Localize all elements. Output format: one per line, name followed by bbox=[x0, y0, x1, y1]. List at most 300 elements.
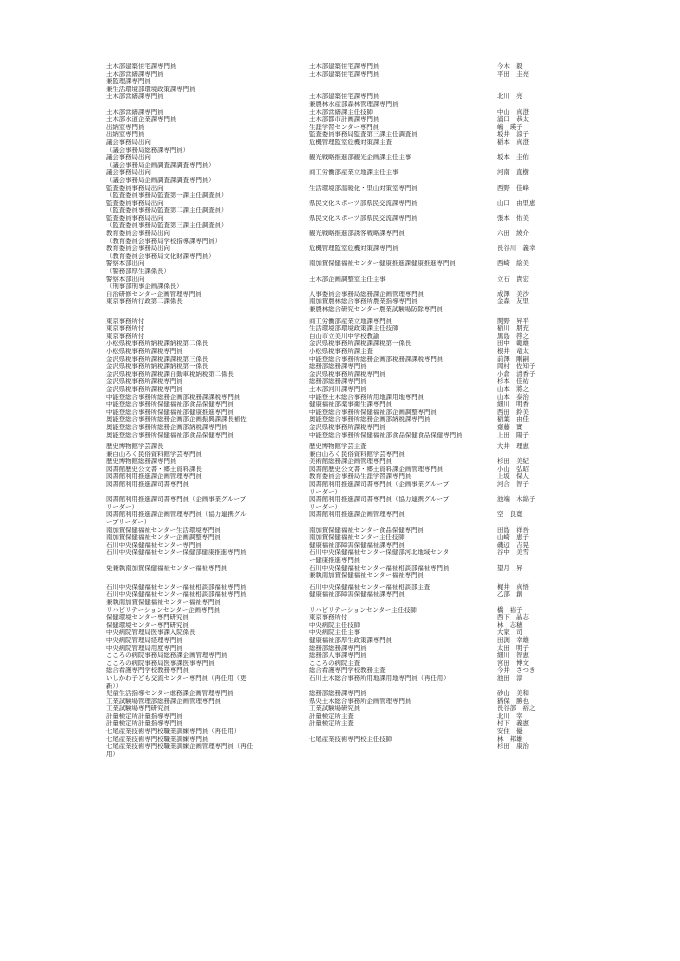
previous-position-line: 出納室専門員 bbox=[106, 131, 145, 139]
previous-position bbox=[106, 131, 309, 139]
previous-position-line: 自治研修センター企画管理専門員 bbox=[106, 290, 202, 298]
previous-position-line: 議会事務局出向 bbox=[106, 169, 151, 177]
new-position-line: 健康福祉部障害保健福祉課専門員 bbox=[309, 541, 405, 549]
previous-position bbox=[106, 728, 309, 736]
new-position bbox=[309, 698, 497, 706]
transfer-row bbox=[106, 401, 548, 409]
new-position-line: 南加賀農林総合事務所農業指導専門員 bbox=[309, 298, 418, 306]
previous-position bbox=[106, 614, 309, 622]
new-position-line: 県民文化スポーツ部県民交流課専門員 bbox=[309, 214, 418, 222]
transfer-row bbox=[106, 705, 548, 713]
new-position-line: 石川土木総合事務所用地課用地専門員（再任用） bbox=[309, 674, 450, 682]
previous-position-line: 土木部建築住宅課専門員 bbox=[106, 63, 177, 70]
transfer-row bbox=[106, 591, 548, 606]
previous-position bbox=[106, 675, 309, 690]
previous-position-line: 工業試験場専門研究員 bbox=[106, 705, 170, 713]
new-position bbox=[309, 660, 497, 668]
previous-position-line: 議会事務局出向 bbox=[106, 138, 151, 146]
previous-position bbox=[106, 698, 309, 706]
previous-position-line: 奥能登総合事務所総務企画部納税課専門員 bbox=[106, 423, 228, 431]
person-name: 林 志穂 bbox=[497, 620, 523, 629]
transfer-row bbox=[106, 443, 548, 458]
person-name: 砂山 美和 bbox=[497, 689, 529, 698]
transfer-row bbox=[106, 660, 548, 668]
previous-position bbox=[106, 720, 309, 728]
new-position-line: 土木部都市計画課専門員 bbox=[309, 116, 380, 124]
previous-position-line: 教育委員会事務局出向 bbox=[106, 245, 170, 253]
previous-position bbox=[106, 637, 309, 645]
new-position bbox=[309, 622, 497, 630]
new-position-line: リハビリテーションセンター主任技師 bbox=[309, 606, 417, 614]
new-position-line: 歴史博物館学芸主査 bbox=[309, 443, 367, 451]
previous-position-line: 歴史博物館総務課専門員 bbox=[106, 458, 177, 466]
previous-position-line: 石川中央保健福祉センター専門員 bbox=[106, 541, 202, 549]
transfer-row bbox=[106, 394, 548, 402]
transfer-row bbox=[106, 720, 548, 728]
previous-position-line: リハビリテーションセンター企画専門員 bbox=[106, 606, 221, 614]
previous-position-line: 中能登総合事務所保健福祉部食品保健専門員 bbox=[106, 401, 234, 409]
transfer-row bbox=[106, 713, 548, 721]
person-name: 前澤 剛嗣 bbox=[497, 354, 529, 363]
transfer-row bbox=[106, 549, 548, 564]
previous-position-line: 七尾産業技術専門校職業訓練専門員（再任用） bbox=[106, 728, 241, 736]
new-position bbox=[309, 185, 497, 193]
person-name: 西野 佳峰 bbox=[497, 183, 529, 192]
transfer-row bbox=[106, 675, 548, 690]
person-name: 坂本 圭佑 bbox=[497, 153, 529, 162]
transfer-row bbox=[106, 473, 548, 481]
new-position bbox=[309, 534, 497, 542]
person-name: 河南 直樹 bbox=[497, 168, 529, 177]
person-name: 太田 明子 bbox=[497, 643, 529, 652]
transfer-row bbox=[106, 458, 548, 466]
new-position-line: 商工労働部産業立地課主任主事 bbox=[309, 169, 399, 177]
transfer-row bbox=[106, 63, 548, 71]
new-position-line: 図書館利用推進課企画管理専門員 bbox=[309, 511, 405, 519]
transfer-row bbox=[106, 291, 548, 299]
new-position bbox=[309, 416, 497, 424]
person-name: 細川 智恵 bbox=[497, 651, 529, 660]
previous-position-line: 図書館歴史公文書・郷土資料課長 bbox=[106, 465, 202, 473]
person-name: 大家 司 bbox=[497, 628, 523, 637]
previous-position-line: （刑事部刑事企画課係長） bbox=[106, 283, 183, 291]
person-name: 立石 貴宏 bbox=[497, 274, 529, 283]
transfer-row bbox=[106, 667, 548, 675]
person-name: 小山 弘昭 bbox=[497, 464, 529, 473]
new-position bbox=[309, 466, 497, 474]
person-name: 根井 竜太 bbox=[497, 346, 529, 355]
previous-position-line: 土木部営繕課専門員 bbox=[106, 93, 164, 101]
previous-position bbox=[106, 318, 309, 326]
person-name: 岡村 佐知子 bbox=[497, 362, 536, 371]
previous-position-line: （教育委員会事務局文化財課専門員） bbox=[106, 252, 215, 260]
new-position-line: 中能登総合事務所保健福祉部企画調整専門員 bbox=[309, 408, 437, 416]
previous-position bbox=[106, 200, 309, 215]
new-position bbox=[309, 443, 497, 458]
new-position-line: 南加賀保健福祉センター主任技師 bbox=[309, 534, 405, 542]
previous-position bbox=[106, 667, 309, 675]
previous-position bbox=[106, 109, 309, 117]
previous-position-line: 警察本部出向 bbox=[106, 275, 145, 283]
person-name: 細川 明香 bbox=[497, 400, 529, 409]
previous-position-line: 金沢県税事務所課税課自動車税納税第二係長 bbox=[106, 370, 234, 378]
previous-position-line: 中央病院管理局医事課入院係長 bbox=[106, 629, 196, 637]
transfer-row bbox=[106, 200, 548, 215]
transfer-row bbox=[106, 432, 548, 440]
person-name: 谷中 美雪 bbox=[497, 548, 529, 557]
previous-position-line: （議会事務局企画調査課調査専門員） bbox=[106, 176, 215, 184]
transfer-row bbox=[106, 728, 548, 736]
person-name: 杉本 佳祐 bbox=[497, 377, 529, 386]
previous-position bbox=[106, 378, 309, 386]
transfer-row bbox=[106, 154, 548, 169]
new-position bbox=[309, 325, 497, 333]
transfer-row bbox=[106, 584, 548, 592]
previous-position bbox=[106, 363, 309, 371]
new-position-line: 人事委員会事務局総務課企画管理専門員 bbox=[309, 290, 425, 298]
new-position bbox=[309, 348, 497, 356]
person-name: 宮田 博文 bbox=[497, 658, 529, 667]
previous-position bbox=[106, 458, 309, 466]
new-position bbox=[309, 591, 497, 599]
previous-position-line: 中央病院管理局用度専門員 bbox=[106, 644, 183, 652]
previous-position-line: ープリーダー） bbox=[106, 519, 151, 527]
new-position-line: 兼白山ろく民俗資料館学芸専門員 bbox=[309, 450, 405, 458]
new-position bbox=[309, 409, 497, 417]
previous-position-line: 計量検定所計量指導専門員 bbox=[106, 720, 183, 728]
previous-position-line: 図書館利用推進課企画管理専門員 bbox=[106, 473, 202, 481]
new-position bbox=[309, 394, 497, 402]
new-position-line: リーダー） bbox=[309, 503, 341, 511]
previous-position-line: 金沢県税事務所納税課納税第一係長 bbox=[106, 363, 209, 371]
new-position-line: 土木部河川課専門員 bbox=[309, 385, 367, 393]
new-position bbox=[309, 333, 497, 341]
new-position-line: 金沢県税事務所課税課課税第一係長 bbox=[309, 340, 412, 348]
transfer-row bbox=[106, 743, 548, 758]
previous-position-line: 中能登総合事務所保健福祉部健康推進専門員 bbox=[106, 408, 234, 416]
transfer-row bbox=[106, 416, 548, 424]
new-position bbox=[309, 169, 497, 177]
previous-position-line: （議会事務局企画調査課調査専門員） bbox=[106, 161, 215, 169]
new-position bbox=[309, 424, 497, 432]
previous-position-line: （警務部厚生課係長） bbox=[106, 268, 170, 276]
previous-position bbox=[106, 245, 309, 260]
transfer-row bbox=[106, 78, 548, 93]
new-position bbox=[309, 527, 497, 535]
new-position-line: 健康福祉部厚生政策課専門員 bbox=[309, 636, 393, 644]
previous-position-line: 警察本部出向 bbox=[106, 260, 145, 268]
transfer-row bbox=[106, 736, 548, 744]
new-position-line: 兼農林総合研究センター農業試験場防除専門員 bbox=[309, 306, 443, 313]
previous-position-line: 東京事務所行政第二課係長 bbox=[106, 298, 183, 306]
previous-position-line: 新）） bbox=[106, 682, 122, 690]
previous-position bbox=[106, 340, 309, 348]
new-position bbox=[309, 637, 497, 645]
new-position bbox=[309, 371, 497, 379]
new-position-line: 図書館歴史公文書・郷土資料課企画管理専門員 bbox=[309, 465, 444, 473]
previous-position bbox=[106, 371, 309, 379]
new-position bbox=[309, 713, 497, 721]
new-position-line: 兼農林水産部森林管理課専門員 bbox=[309, 100, 399, 108]
transfer-row bbox=[106, 215, 548, 230]
previous-position-line: 兼監理課専門員 bbox=[106, 78, 151, 86]
transfer-row bbox=[106, 645, 548, 653]
person-name: 稲本 真澄 bbox=[497, 137, 529, 146]
transfer-row bbox=[106, 116, 548, 124]
new-position-line: 中能登土木総合事務所用地課用地専門員 bbox=[309, 393, 425, 401]
transfer-row bbox=[106, 690, 548, 698]
previous-position bbox=[106, 660, 309, 668]
previous-position-line: （教育委員会事務局学校指導課専門員） bbox=[106, 237, 222, 245]
new-position bbox=[309, 473, 497, 481]
new-position bbox=[309, 458, 497, 466]
previous-position-line: 兼執南加賀保健福祉センター福祉専門員 bbox=[106, 598, 221, 606]
transfer-row bbox=[106, 565, 548, 580]
person-name: 山口 由里恵 bbox=[497, 198, 536, 207]
previous-position bbox=[106, 565, 309, 573]
new-position bbox=[309, 690, 497, 698]
previous-position bbox=[106, 386, 309, 394]
new-position bbox=[309, 139, 497, 147]
new-position-line: 監査委員事務局監査第三課主任調査員 bbox=[309, 131, 418, 139]
transfer-row bbox=[106, 622, 548, 630]
transfer-row bbox=[106, 71, 548, 79]
transfer-row bbox=[106, 340, 548, 348]
new-position bbox=[309, 607, 497, 615]
previous-position-line: いしかわ子ども交流センター専門員（再任用（更 bbox=[106, 674, 247, 682]
transfer-row bbox=[106, 318, 548, 326]
new-position bbox=[309, 131, 497, 139]
new-position bbox=[309, 629, 497, 637]
previous-position-line: 監査委員事務局出向 bbox=[106, 214, 164, 222]
previous-position bbox=[106, 215, 309, 230]
previous-position-line: 小松県税事務所納税課納税第二係長 bbox=[106, 340, 209, 348]
person-name: 上田 陽子 bbox=[497, 430, 529, 439]
previous-position bbox=[106, 298, 309, 306]
new-position bbox=[309, 276, 497, 284]
person-name: 成澤 美沙 bbox=[497, 289, 529, 298]
new-position bbox=[309, 675, 497, 683]
new-position bbox=[309, 401, 497, 409]
transfer-row bbox=[106, 698, 548, 706]
transfer-row bbox=[106, 131, 548, 139]
previous-position bbox=[106, 591, 309, 606]
previous-position bbox=[106, 736, 309, 744]
new-position bbox=[309, 432, 497, 440]
new-position bbox=[309, 109, 497, 117]
previous-position-line: リーダー） bbox=[106, 503, 138, 511]
previous-position-line: 免兼執南加賀保健福祉センター福祉専門員 bbox=[106, 564, 228, 572]
new-position-line: こころの病院主査 bbox=[309, 659, 361, 667]
new-position-line: 計量検定所主査 bbox=[309, 720, 354, 728]
previous-position-line: 兼白山ろく民俗資料館学芸専門員 bbox=[106, 450, 202, 458]
new-position-line: 総務部総務課専門員 bbox=[309, 644, 367, 652]
previous-position bbox=[106, 394, 309, 402]
previous-position bbox=[106, 511, 309, 526]
previous-position bbox=[106, 549, 309, 557]
new-position-line: 石川中央保健福祉センター福祉相談部福祉専門員 bbox=[309, 564, 450, 572]
new-position-line: 石川中央保健福祉センター保健部河北地域センタ bbox=[309, 549, 450, 557]
previous-position bbox=[106, 291, 309, 299]
person-name: 齋藤 實 bbox=[497, 422, 523, 431]
previous-position-line: 小松県税事務所課税専門員 bbox=[106, 347, 183, 355]
new-position bbox=[309, 542, 497, 550]
new-position-line: リーダー） bbox=[309, 488, 341, 496]
new-position-line: 工業試験場研究員 bbox=[309, 705, 361, 713]
previous-position-line: こころの病院事務局総務課企画管理専門員 bbox=[106, 652, 228, 660]
previous-position-line: 計量検定所計量指導専門員 bbox=[106, 712, 183, 720]
new-position bbox=[309, 298, 497, 313]
previous-position bbox=[106, 333, 309, 341]
new-position-line: 金沢県税事務所課税専門員 bbox=[309, 423, 386, 431]
transfer-row bbox=[106, 363, 548, 371]
person-name: 西崎 絵美 bbox=[497, 259, 529, 268]
new-position bbox=[309, 63, 497, 71]
person-name: 橋 裕子 bbox=[497, 605, 523, 614]
previous-position bbox=[106, 276, 309, 291]
previous-position bbox=[106, 348, 309, 356]
previous-position-line: 金沢県税事務所課税専門員 bbox=[106, 378, 183, 386]
new-position bbox=[309, 260, 497, 268]
transfer-row bbox=[106, 169, 548, 184]
new-position-line: 総務部総務課専門員 bbox=[309, 363, 367, 371]
new-position-line: 図書館利用推進課司書専門員（協力連携グループ bbox=[309, 496, 450, 504]
transfer-row bbox=[106, 629, 548, 637]
transfer-row bbox=[106, 185, 548, 200]
person-name: 村下 義憲 bbox=[497, 719, 529, 728]
previous-position-line: （議会事務局総務課専門員） bbox=[106, 146, 190, 154]
previous-position bbox=[106, 124, 309, 132]
new-position bbox=[309, 200, 497, 208]
new-position bbox=[309, 124, 497, 132]
previous-position-line: 保健環境センター専門研究員 bbox=[106, 614, 189, 622]
person-name: 稲川 朋充 bbox=[497, 324, 529, 333]
new-position-line: 土木部建築住宅課専門員 bbox=[309, 63, 380, 70]
previous-position bbox=[106, 169, 309, 184]
transfer-row bbox=[106, 109, 548, 117]
person-name: 林 邦雄 bbox=[497, 734, 523, 743]
new-position-line: 土木部営繕課主任技師 bbox=[309, 108, 373, 116]
person-name: 杉田 美紀 bbox=[497, 457, 529, 466]
person-name: 張本 佑美 bbox=[497, 213, 529, 222]
new-position-line: 危機管理監室危機対策課主査 bbox=[309, 138, 393, 146]
previous-position-line: 南加賀保健福祉センター企画調整専門員 bbox=[106, 534, 221, 542]
previous-position bbox=[106, 71, 309, 79]
transfer-row bbox=[106, 496, 548, 511]
personnel-transfer-list bbox=[106, 63, 548, 758]
previous-position-line: 用） bbox=[106, 750, 119, 758]
new-position bbox=[309, 356, 497, 364]
previous-position bbox=[106, 230, 309, 245]
new-position-line: 美術館総務課企画管理専門員 bbox=[309, 458, 393, 466]
person-name: 猶保 勝也 bbox=[497, 696, 529, 705]
person-name: 田島 祥吾 bbox=[497, 525, 529, 534]
transfer-row bbox=[106, 260, 548, 275]
previous-position-line: 土木部営繕課専門員 bbox=[106, 108, 164, 116]
transfer-row bbox=[106, 466, 548, 474]
previous-position bbox=[106, 496, 309, 511]
person-name: 大井 理恵 bbox=[497, 442, 529, 451]
previous-position bbox=[106, 473, 309, 481]
person-name: 北川 亮 bbox=[497, 92, 523, 101]
previous-position-line: （監査委員事務局監査第二課主任調査員） bbox=[106, 207, 228, 215]
person-name: 池田 淳 bbox=[497, 673, 523, 682]
transfer-row bbox=[106, 637, 548, 645]
transfer-row bbox=[106, 348, 548, 356]
previous-position bbox=[106, 356, 309, 364]
person-name: 嶋 瑛子 bbox=[497, 122, 523, 131]
new-position-line: 図書館利用推進課司書専門員（企画事業グループ bbox=[309, 481, 450, 489]
previous-position-line: 監査委員事務局出向 bbox=[106, 199, 164, 207]
person-name: 関野 昇平 bbox=[497, 316, 529, 325]
previous-position bbox=[106, 78, 309, 93]
new-position bbox=[309, 378, 497, 386]
new-position-line: 小松県税事務所課主査 bbox=[309, 347, 373, 355]
previous-position-line: 石川中央保健福祉センター福祉相談部福祉専門員 bbox=[106, 591, 247, 599]
new-position-line: 計量検定所主査 bbox=[309, 712, 354, 720]
person-name: 梶井 真悟 bbox=[497, 582, 529, 591]
new-position-line: 総務部人事課専門員 bbox=[309, 652, 367, 660]
transfer-row bbox=[106, 325, 548, 333]
new-position-line: 石川中央保健福祉センター福祉相談部主査 bbox=[309, 583, 431, 591]
previous-position-line: 七尾産業技術専門校職業訓練専門員 bbox=[106, 735, 209, 743]
transfer-row bbox=[106, 245, 548, 260]
previous-position bbox=[106, 629, 309, 637]
person-name: 黒島 啓之 bbox=[497, 331, 529, 340]
transfer-row bbox=[106, 356, 548, 364]
new-position-line: 七尾産業技術専門校主任技師 bbox=[309, 735, 393, 743]
previous-position bbox=[106, 466, 309, 474]
new-position-line: 土木部企画調整室主任主事 bbox=[309, 275, 386, 283]
previous-position bbox=[106, 443, 309, 458]
previous-position-line: 総合看護専門学校教務専門員 bbox=[106, 667, 190, 675]
new-position-line: 生活環境部温暖化・里山対策室専門員 bbox=[309, 184, 418, 192]
previous-position bbox=[106, 542, 309, 550]
new-position bbox=[309, 614, 497, 622]
previous-position bbox=[106, 527, 309, 535]
new-position bbox=[309, 386, 497, 394]
person-name: 望月 昇 bbox=[497, 563, 523, 572]
person-name: 磯辺 吉晃 bbox=[497, 540, 529, 549]
new-position bbox=[309, 549, 497, 564]
transfer-row bbox=[106, 424, 548, 432]
new-position-line: 金沢県税事務所課税専門員 bbox=[309, 370, 386, 378]
previous-position bbox=[106, 690, 309, 698]
previous-position bbox=[106, 481, 309, 489]
new-position-line: 県民文化スポーツ部県民交流課専門員 bbox=[309, 199, 418, 207]
previous-position-line: 金沢県税事務所課税専門員 bbox=[106, 385, 183, 393]
previous-position bbox=[106, 534, 309, 542]
transfer-row bbox=[106, 93, 548, 108]
previous-position-line: 石川中央保健福祉センター保健部健康推進専門員 bbox=[106, 549, 247, 557]
new-position bbox=[309, 645, 497, 653]
person-name: 山本 泰治 bbox=[497, 392, 529, 401]
transfer-row bbox=[106, 481, 548, 496]
previous-position bbox=[106, 424, 309, 432]
previous-position bbox=[106, 607, 309, 615]
new-position bbox=[309, 71, 497, 79]
previous-position bbox=[106, 584, 309, 592]
transfer-row bbox=[106, 139, 548, 154]
new-position bbox=[309, 481, 497, 496]
new-position-line: 中能登総合事務所保健福祉部食品保健食品保健専門員 bbox=[309, 431, 463, 439]
person-name: 坂井 涼子 bbox=[497, 130, 529, 139]
previous-position-line: 議会事務局出向 bbox=[106, 154, 151, 162]
new-position-line: 中能登総合事務所総務企画部税務課課税専門員 bbox=[309, 355, 444, 363]
person-name: 杉田 康治 bbox=[497, 742, 529, 751]
person-name: 平田 圭亮 bbox=[497, 69, 529, 78]
new-position-line: 白山市立美川中学校教諭 bbox=[309, 332, 380, 340]
